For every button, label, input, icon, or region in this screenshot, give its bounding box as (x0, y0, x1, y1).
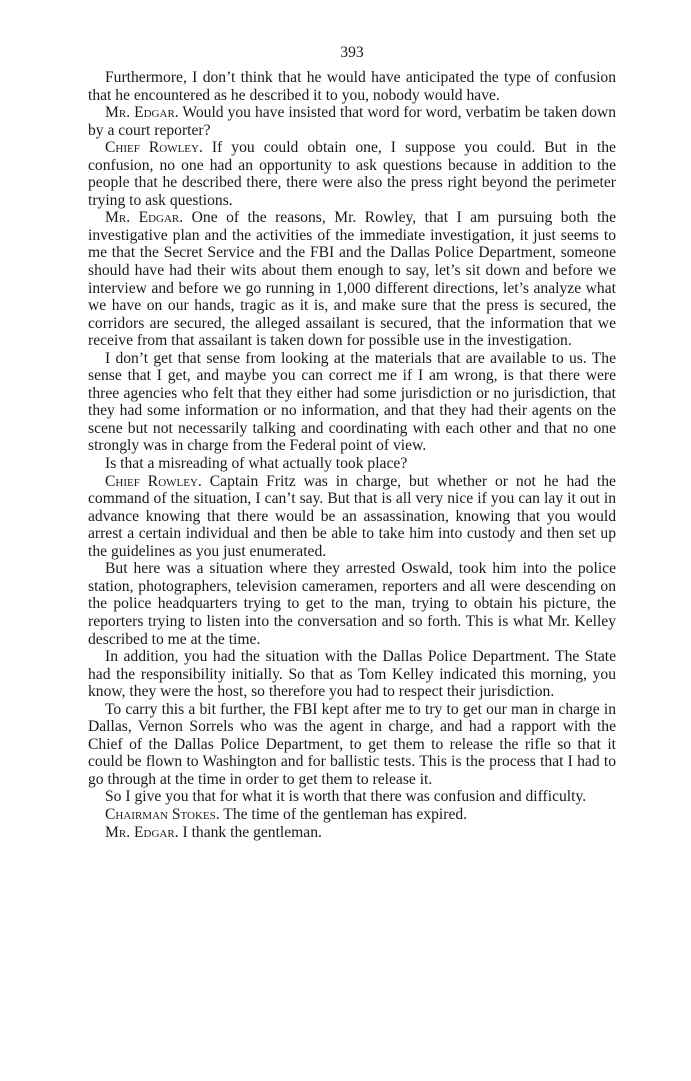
speaker-name: Chief Rowley. (105, 139, 203, 157)
paragraph-text: The time of the gentleman has expired. (219, 805, 468, 823)
paragraph-text: In addition, you had the situation with the Dallas Police Department. The State had the responsibility initially. So that as Tom Kelley indicated this morning, you know, they were the host, so therefore you had to respect their jurisdiction. (88, 648, 616, 701)
speaker-name: Chairman Stokes. (105, 805, 220, 823)
paragraph (88, 648, 616, 701)
paragraph (88, 209, 616, 349)
paragraph-text: If you could obtain one, I suppose you could. But in the confusion, no one had an opportunity to ask questions because in addition to the people that he described there, there were also the press right beyond the perimeter trying to ask questions. (88, 139, 616, 209)
speaker-name: Chief Rowley. (105, 472, 202, 490)
paragraph (88, 104, 616, 139)
paragraph (88, 350, 616, 455)
speaker-name: Mr. Edgar. (105, 209, 184, 227)
paragraph-text: Would you have insisted that word for word, verbatim be taken down by a court reporter? (88, 104, 617, 139)
paragraph (88, 69, 616, 104)
speaker-name: Mr. Edgar. (105, 823, 179, 841)
paragraph-text: But here was a situation where they arrested Oswald, took him into the police station, photographers, television cameramen, reporters and all were descending on the police headquarters trying to get to the man, trying to obtain his picture, the reporters trying to listen into the conversation and so forth. This is what Mr. Kelley described to me at the time. (88, 560, 616, 648)
document-page (88, 44, 616, 841)
speaker-name: Mr. Edgar. (105, 104, 179, 122)
paragraph (88, 788, 616, 806)
page-number: 393 (340, 44, 364, 61)
paragraph-text: I thank the gentleman. (178, 823, 322, 841)
paragraph-text: One of the reasons, Mr. Rowley, that I am pursuing both the investigative plan and the activities of the immediate investigation, it just seems to me that the Secret Service and the FBI and the Dallas Police Department, someone should have had their wits about them enough to say, let’s sit down and before we interview and before we go running in 1,000 different directions, let’s analyze what we have on our hands, tragic as it is, and make sure that the press is secured, the corridors are secured, the alleged assailant is secured, that the information that we receive from that assailant is taken down for possible use in the investigation. (88, 209, 617, 350)
paragraph-text: So I give you that for what it is worth that there was confusion and difficulty. (105, 788, 587, 806)
paragraph (88, 824, 616, 842)
paragraph-text: I don’t get that sense from looking at the materials that are available to us. The sense that I get, and maybe you can correct me if I am wrong, is that there were three agencies who felt that they either had some jurisdiction or no jurisdiction, that they had some information or no information, and that they had their agents on the scene but not necessarily talking and coordinating with each other and that no one strongly was in charge from the Federal point of view. (88, 349, 616, 455)
paragraph-text: Is that a misreading of what actually took place? (105, 455, 408, 473)
paragraph (88, 701, 616, 789)
paragraph (88, 455, 616, 473)
paragraph (88, 139, 616, 209)
paragraph-text: Captain Fritz was in charge, but whether or not he had the command of the situation, I can’t say. But that is all very nice if you can lay it out in advance knowing that there would be an assassination, knowing that you would arrest a certain individual and then be able to take him into custody and then set up the guidelines as you just enumerated. (88, 472, 616, 560)
paragraph-text: To carry this a bit further, the FBI kept after me to try to get our man in charge in Dallas, Vernon Sorrels who was the agent in charge, and had a rapport with the Chief of the Dallas Police Department, to get them to release the rifle so that it could be flown to Washington and for ballistic tests. This is the process that I had to go through at the time in order to get them to release it. (88, 700, 616, 788)
paragraph (88, 806, 616, 824)
paragraph (88, 473, 616, 561)
paragraph-text: Furthermore, I don’t think that he would have anticipated the type of confusion that he encountered as he described it to you, nobody would have. (88, 69, 616, 104)
paragraph (88, 560, 616, 648)
